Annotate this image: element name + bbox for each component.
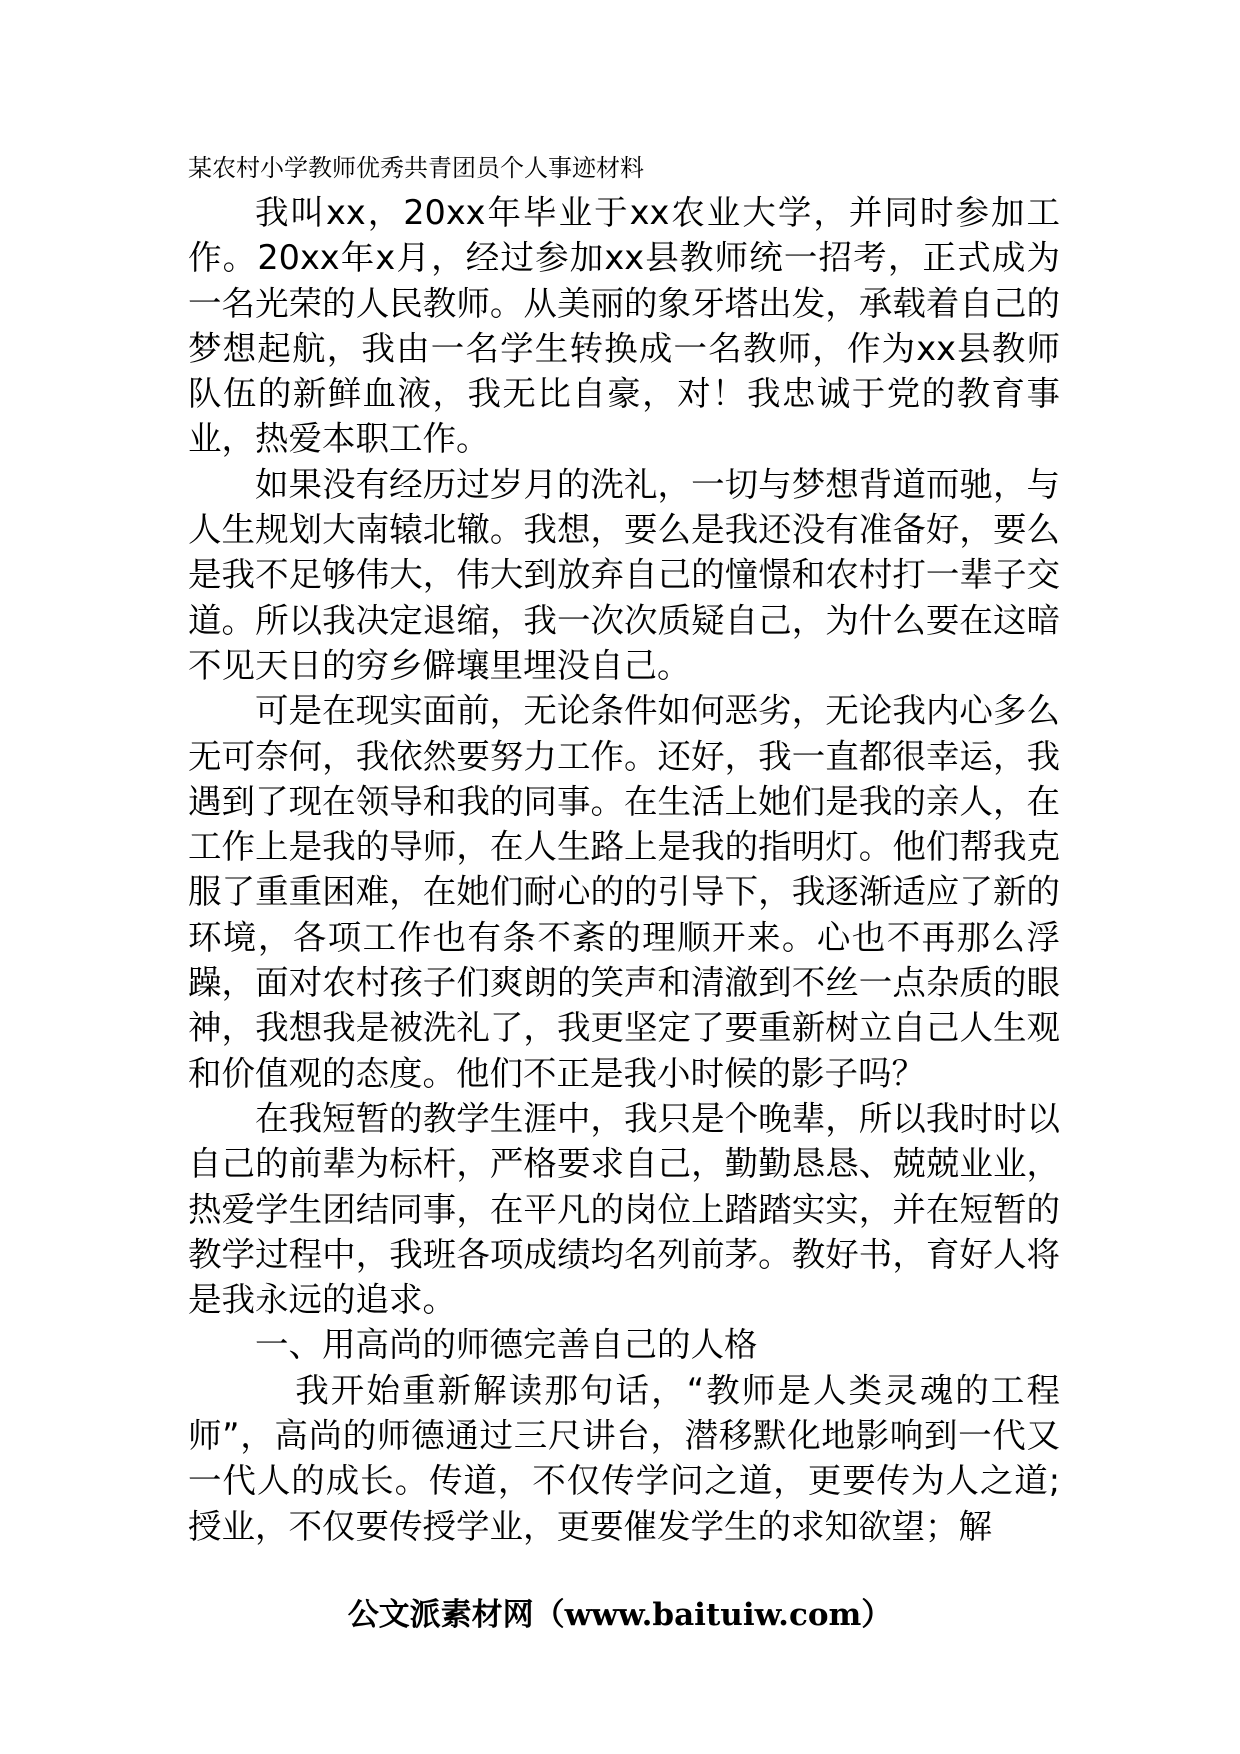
document-body (188, 190, 1060, 1549)
section-heading: 一、用高尚的师德完善自己的人格 (255, 1325, 758, 1365)
paragraph-1: 我叫xx，20xx年毕业于xx农业大学，并同时参加工作。20xx年x月，经过参加xx县教师统一招考，正式成为一名光荣的人民教师。从美丽的象牙塔出发，承载着自己的梦想起航，我由一名学生转换成一名教师，作为xx县教师队伍的新鲜血液，我无比自豪，对！我忠诚于党的教育事业，热爱本职工作。 (188, 193, 1060, 459)
paragraph-2: 如果没有经历过岁月的洗礼，一切与梦想背道而驰，与人生规划大南辕北辙。我想，要么是我还没有准备好，要么是我不足够伟大，伟大到放弃自己的憧憬和农村打一辈子交道。所以我决定退缩，我一次次质疑自己，为什么要在这暗不见天日的穷乡僻壤里埋没自己。 (188, 464, 1060, 685)
footer-watermark: 公文派素材网（www.baituiw.com） (347, 1597, 893, 1633)
paragraph-4: 在我短暂的教学生涯中，我只是个晚辈，所以我时时以自己的前辈为标杆，严格要求自己，勤勤恳恳、兢兢业业，热爱学生团结同事，在平凡的岗位上踏踏实实，并在短暂的教学过程中，我班各项成绩均名列前茅。教好书，育好人将是我永远的追求。 (188, 1098, 1060, 1320)
paragraph-3: 可是在现实面前，无论条件如何恶劣，无论我内心多么无可奈何，我依然要努力工作。还好，我一直都很幸运，我遇到了现在领导和我的同事。在生活上她们是我的亲人，在工作上是我的导师，在人生路上是我的指明灯。他们帮我克服了重重困难，在她们耐心的的引导下，我逐渐适应了新的环境，各项工作也有条不紊的理顺开来。心也不再那么浮躁，面对农村孩子们爽朗的笑声和清澈到不丝一点杂质的眼神，我想我是被洗礼了，我更坚定了要重新树立自己人生观和价值观的态度。他们不正是我小时候的影子吗？ (188, 691, 1060, 1093)
document-title: 某农村小学教师优秀共青团员个人事迹材料 (188, 154, 644, 182)
section-paragraph: 我开始重新解读那句话，“教师是人类灵魂的工程师”，高尚的师德通过三尺讲台，潜移默化地影响到一代又一代人的成长。传道，不仅传学问之道，更要传为人之道;授业，不仅要传授学业，更要催发学生的求知欲望；解 (188, 1370, 1060, 1546)
